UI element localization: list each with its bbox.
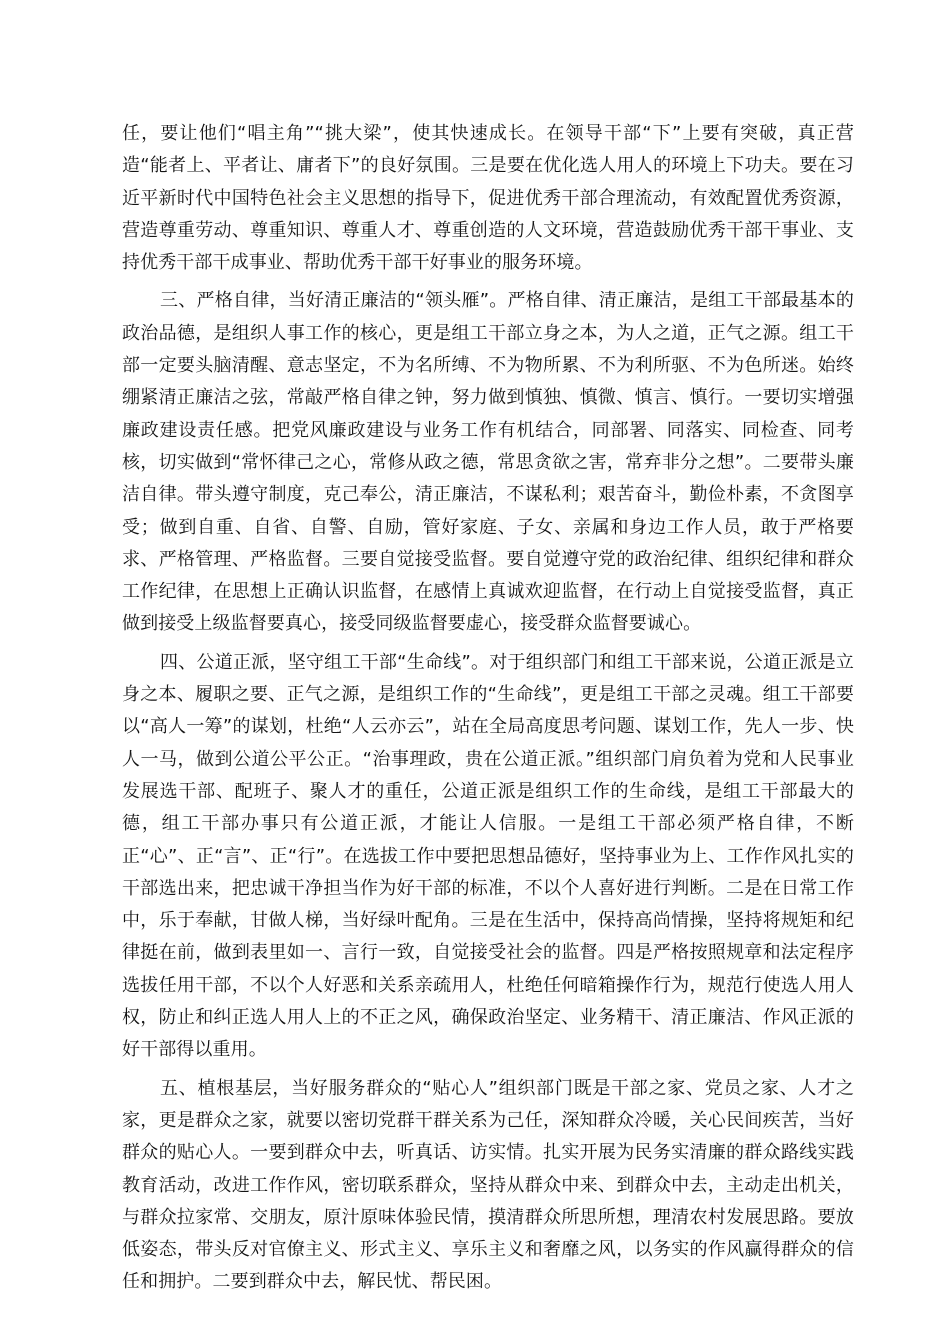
paragraph-continuation [122,118,854,279]
section-heading: 五、植根基层，当好服务群众的“贴心人” [160,1077,498,1099]
paragraph-text: 严格自律、清正廉洁，是组工干部最基本的政治品德，是组织人事工作的核心，更是组工干部立身之本，为人之道，正气之源。组工干部一定要头脑清醒、意志坚定，不为名所缚、不为物所累、不为利所驱、不为色所迷。始终绷紧清正廉洁之弦，常敲严格自律之钟，努力做到慎独、慎微、慎言、慎行。一要切实增强廉政建设责任感。把党风廉政建设与业务工作有机结合，同部署、同落实、同检查、同考核，切实做到“常怀律己之心，常修从政之德，常思贪欲之害，常弃非分之想”。二要带头廉洁自律。带头遵守制度，克己奉公，清正廉洁，不谋私利；艰苦奋斗，勤俭朴素，不贪图享受；做到自重、自省、自警、自励，管好家庭、子女、亲属和身边工作人员，敢于严格要求、严格管理、严格监督。三要自觉接受监督。要自觉遵守党的政治纪律、组织纪律和群众工作纪律，在思想上正确认识监督，在感情上真诚欢迎监督，在行动上自觉接受监督，真正做到接受上级监督要真心，接受同级监督要虚心，接受群众监督要诚心。 [122,290,854,635]
document-body [122,118,854,1305]
section-heading: 三、严格自律，当好清正廉洁的“领头雁”。 [160,290,508,312]
paragraph-text: 组织部门既是干部之家、党员之家、人才之家，更是群众之家，就要以密切党群干群关系为己任，深知群众冷暖，关心民间疾苦，当好群众的贴心人。一要到群众中去，听真话、访实情。扎实开展为民务实清廉的群众路线实践教育活动，改进工作作风，密切联系群众，坚持从群众中来、到群众中去，主动走出机关，与群众拉家常、交朋友，原汁原味体验民情，摸清群众所思所想，理清农村发展思路。要放低姿态，带头反对官僚主义、形式主义、享乐主义和奢靡之风，以务实的作风赢得群众的信任和拥护。二要到群众中去，解民忧、帮民困。 [122,1077,854,1293]
paragraph-section-three [122,285,854,640]
paragraph-section-four [122,647,854,1067]
paragraph-text: 任，要让他们“唱主角”“挑大梁”，使其快速成长。在领导干部“下”上要有突破，真正营造“能者上、平者让、庸者下”的良好氛围。三是要在优化选人用人的环境上下功夫。要在习近平新时代中国特色社会主义思想的指导下，促进优秀干部合理流动，有效配置优秀资源，营造尊重劳动、尊重知识、尊重人才、尊重创造的人文环境，营造鼓励优秀干部干事业、支持优秀干部干成事业、帮助优秀干部干好事业的服务环境。 [122,123,854,274]
paragraph-text: 对于组织部门和组工干部来说，公道正派是立身之本、履职之要、正气之源，是组织工作的“生命线”，更是组工干部之灵魂。组工干部要以“高人一筹”的谋划，杜绝“人云亦云”，站在全局高度思考问题、谋划工作，先人一步、快人一马，做到公道公平公正。“治事理政，贵在公道正派。”组织部门肩负着为党和人民事业发展选干部、配班子、聚人才的重任，公道正派是组织工作的生命线，是组工干部最大的德，组工干部办事只有公道正派，才能让人信服。一是组工干部必须严格自律，不断正“心”、正“言”、正“行”。在选拔工作中要把思想品德好，坚持事业为上、工作作风扎实的干部选出来，把忠诚干净担当作为好干部的标准，不以个人喜好进行判断。二是在日常工作中，乐于奉献，甘做人梯，当好绿叶配角。三是在生活中，保持高尚情操，坚持将规矩和纪律挺在前，做到表里如一、言行一致，自觉接受社会的监督。四是严格按照规章和法定程序选拔任用干部，不以个人好恶和关系亲疏用人，杜绝任何暗箱操作行为，规范行使选人用人权，防止和纠正选人用人上的不正之风，确保政治坚定、业务精干、清正廉洁、作风正派的好干部得以重用。 [122,651,854,1061]
paragraph-section-five [122,1073,854,1299]
section-heading: 四、公道正派，坚守组工干部“生命线”。 [160,651,490,673]
